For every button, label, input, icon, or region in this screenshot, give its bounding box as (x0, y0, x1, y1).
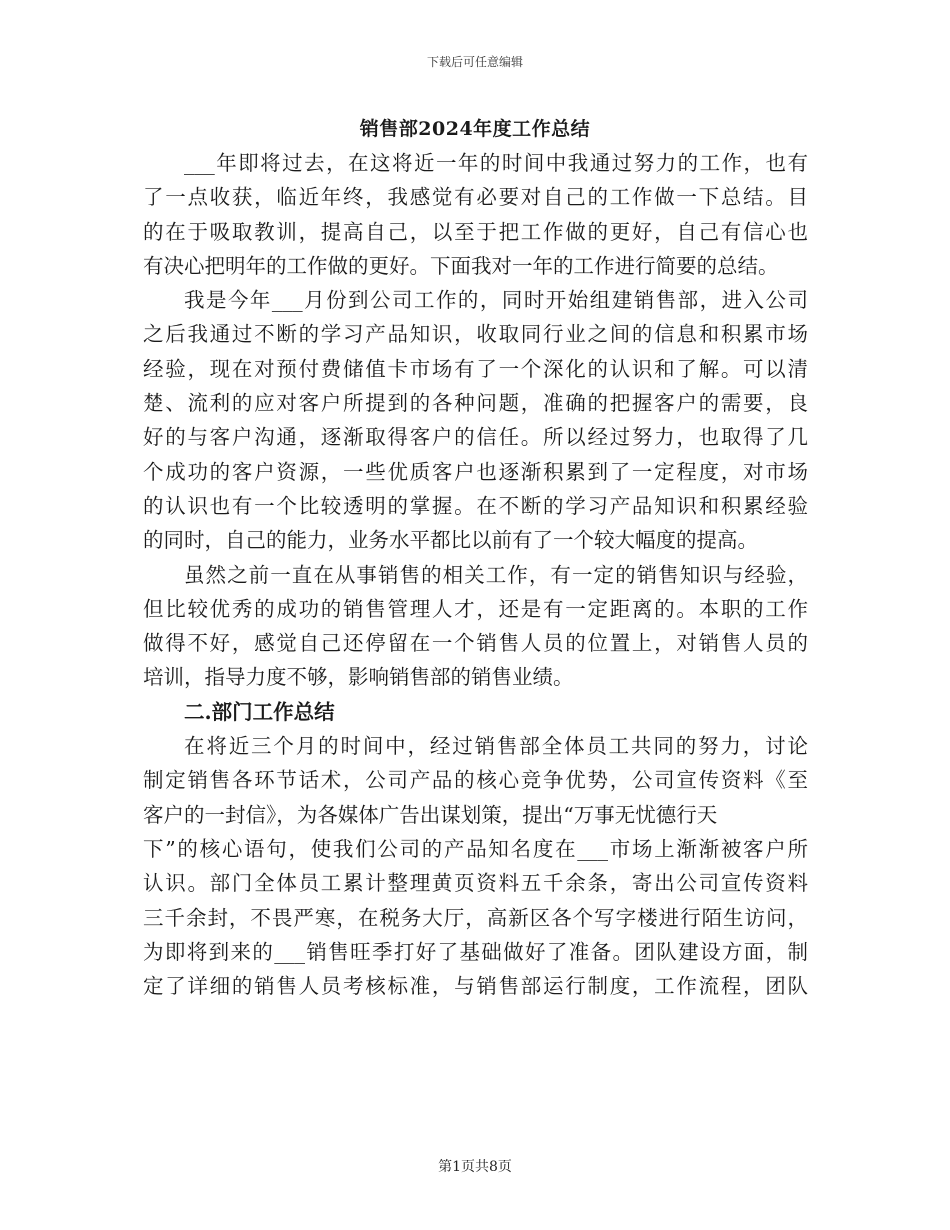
paragraph-4-line-5: 认识。部门全体员工累计整理黄页资料五千余条，寄出公司宣传资料 (143, 871, 808, 896)
header-note: 下载后可任意编辑 (426, 55, 523, 69)
paragraph-2-line-8: 的同时，自己的能力，业务水平都比以前有了一个较大幅度的提高。 (143, 528, 758, 553)
paragraph-3-line-2: 但比较优秀的成功的销售管理人才，还是有一定距离的。本职的工作 (143, 596, 808, 621)
document-body (143, 146, 808, 1003)
paragraph-4-line-3: 客户的一封信》，为各媒体广告出谋划策，提出“万事无忧德行天 (143, 802, 718, 827)
paragraph-3-line-3: 做得不好，感觉自己还停留在一个销售人员的位置上，对销售人员的 (143, 631, 808, 656)
paragraph-2-line-6: 个成功的客户资源，一些优质客户也逐渐积累到了一定程度，对市场 (143, 459, 808, 484)
paragraph-2-line-4: 楚、流利的应对客户所提到的各种问题，准确的把握客户的需要，良 (143, 391, 808, 416)
paragraph-2-line-2: 之后我通过不断的学习产品知识，收取同行业之间的信息和积累市场 (143, 322, 808, 347)
paragraph-2-line-7: 的认识也有一个比较透明的掌握。在不断的学习产品知识和积累经验 (143, 493, 808, 518)
paragraph-4-line-7: 为即将到来的___销售旺季打好了基础做好了准备。团队建设方面，制 (143, 939, 808, 964)
paragraph-4-line-6: 三千余封，不畏严寒，在税务大厅，高新区各个写字楼进行陌生访问， (143, 905, 808, 930)
paragraph-2-line-1: 我是今年___月份到公司工作的，同时开始组建销售部，进入公司 (184, 288, 808, 313)
paragraph-4-line-8: 定了详细的销售人员考核标准，与销售部运行制度，工作流程，团队 (143, 974, 808, 999)
paragraph-3-line-1: 虽然之前一直在从事销售的相关工作，有一定的销售知识与经验， (184, 562, 808, 587)
paragraph-4-line-4: 下”的核心语句，使我们公司的产品知名度在___市场上渐渐被客户所 (143, 836, 808, 861)
page-number: 第1页共8页 (438, 1159, 512, 1175)
paragraph-1-line-4: 有决心把明年的工作做的更好。下面我对一年的工作进行简要的总结。 (143, 253, 779, 278)
paragraph-1-line-2: 了一点收获，临近年终，我感觉有必要对自己的工作做一下总结。目 (143, 185, 808, 210)
paragraph-2-line-3: 经验，现在对预付费储值卡市场有了一个深化的认识和了解。可以清 (143, 356, 808, 381)
section-heading: 二.部门工作总结 (184, 699, 335, 724)
paragraph-4-line-1: 在将近三个月的时间中，经过销售部全体员工共同的努力，讨论 (184, 734, 808, 759)
document-title: 销售部2024年度工作总结 (359, 118, 591, 140)
paragraph-3-line-4: 培训，指导力度不够，影响销售部的销售业绩。 (143, 665, 574, 690)
paragraph-2-line-5: 好的与客户沟通，逐渐取得客户的信任。所以经过努力，也取得了几 (143, 425, 808, 450)
paragraph-1-line-1: ___年即将过去，在这将近一年的时间中我通过努力的工作，也有 (184, 151, 808, 175)
paragraph-4-line-2: 制定销售各环节话术，公司产品的核心竞争优势，公司宣传资料《至 (143, 768, 808, 793)
paragraph-1-line-3: 的在于吸取教训，提高自己，以至于把工作做的更好，自己有信心也 (143, 219, 808, 244)
